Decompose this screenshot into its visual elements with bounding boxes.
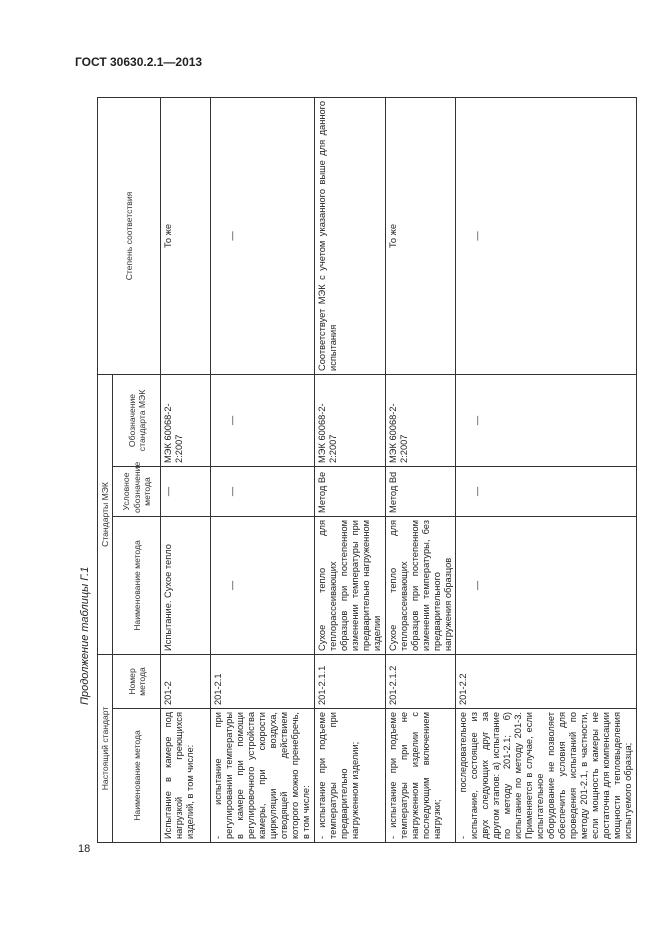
empty-dash: — bbox=[227, 580, 238, 591]
empty-dash: — bbox=[227, 231, 238, 241]
empty-dash: — bbox=[472, 415, 483, 426]
header-iec-code: Условное обозначение метода bbox=[113, 466, 161, 516]
cell-method-number: 201-2.1 bbox=[211, 654, 315, 708]
comparison-table bbox=[97, 97, 637, 843]
cell-iec-method-name: Испытание. Сухое тепло bbox=[161, 516, 211, 654]
header-current-standard: Настоящий стандарт bbox=[98, 654, 113, 842]
cell-iec-standard bbox=[211, 374, 315, 466]
cell-iec-code: Метод Bd bbox=[385, 466, 456, 516]
header-method-name: Наименование метода bbox=[113, 709, 161, 843]
cell-iec-standard: МЭК 60068-2-2:2007 bbox=[161, 374, 211, 466]
cell-iec-code bbox=[456, 466, 637, 516]
cell-conformity bbox=[456, 97, 637, 374]
cell-method-name: - испытание при подъеме температуры при не нагруженном изделии с последующим включением нагрузки; bbox=[385, 709, 456, 843]
cell-iec-standard: МЭК 60068-2-2:2007 bbox=[385, 374, 456, 466]
header-iec-method-name: Наименование метода bbox=[113, 516, 161, 654]
empty-dash: — bbox=[227, 415, 238, 426]
cell-iec-code bbox=[211, 466, 315, 516]
empty-dash: — bbox=[472, 486, 483, 497]
cell-conformity: Соответствует МЭК с учетом указанного выше для данного испытания bbox=[314, 97, 385, 374]
cell-method-number: 201-2 bbox=[161, 654, 211, 708]
table-row bbox=[211, 97, 315, 842]
table-row bbox=[385, 97, 456, 842]
cell-method-name: - испытание при подъеме температуры при предварительно нагруженном изделии; bbox=[314, 709, 385, 843]
cell-conformity: То же bbox=[161, 97, 211, 374]
header-iec-standards: Стандарты МЭК bbox=[98, 374, 113, 654]
cell-iec-code: — bbox=[161, 466, 211, 516]
empty-dash: — bbox=[227, 486, 238, 497]
document-code: ГОСТ 30630.2.1—2013 bbox=[75, 55, 203, 69]
cell-method-number: 201-2.1.2 bbox=[385, 654, 456, 708]
table-row bbox=[161, 97, 211, 842]
table-row bbox=[456, 97, 637, 842]
header-method-number: Номер метода bbox=[113, 654, 161, 708]
cell-iec-method-name: Сухое тепло для теплорассеивающих образцов при постепенном изменении температуры при предварительно нагруженном изделии bbox=[314, 516, 385, 654]
cell-method-name: - последовательное испытание, состоящее из двух следующих друг за другом этапов: а) испытание по методу 201-2.1; б) испытание по методу 201-3. Применяется в случае, если испытательное оборудование не позволяет обеспечить условия для проведения испытаний по методу 201-2.1, в частности, если мощность камеры не достаточна для компенсации мощности тепловыделения испытуемого образца; bbox=[456, 709, 637, 843]
cell-iec-standard: МЭК 60068-2-2:2007 bbox=[314, 374, 385, 466]
cell-iec-method-name bbox=[456, 516, 637, 654]
cell-conformity: То же bbox=[385, 97, 456, 374]
page-number: 18 bbox=[78, 843, 91, 855]
cell-iec-method-name: Сухое тепло для теплорассеивающих образцов при постепенном изменении температуры, без предварительного нагружения образцов bbox=[385, 516, 456, 654]
table-caption: Продолжение таблицы Г.1 bbox=[79, 566, 91, 705]
empty-dash: — bbox=[472, 580, 483, 591]
empty-dash: — bbox=[472, 231, 483, 241]
cell-method-name: - испытание при регулировании температуры в камере при помощи регулировочного устройства камеры, при скорости циркуляции воздуха, отводящей действием которого можно пренебречь, в том числе: bbox=[211, 709, 315, 843]
cell-iec-method-name bbox=[211, 516, 315, 654]
rotated-table-container bbox=[97, 98, 634, 843]
cell-method-number: 201-2.1.1 bbox=[314, 654, 385, 708]
cell-iec-standard bbox=[456, 374, 637, 466]
cell-method-name: Испытание в камере под нагрузкой греющихся изделий, в том числе: bbox=[161, 709, 211, 843]
cell-conformity bbox=[211, 97, 315, 374]
table-row bbox=[314, 97, 385, 842]
cell-method-number: 201-2.2 bbox=[456, 654, 637, 708]
header-iec-designation: Обозначение стандарта МЭК bbox=[113, 374, 161, 466]
cell-iec-code: Метод Be bbox=[314, 466, 385, 516]
header-conformity: Степень соответствия bbox=[98, 97, 161, 374]
